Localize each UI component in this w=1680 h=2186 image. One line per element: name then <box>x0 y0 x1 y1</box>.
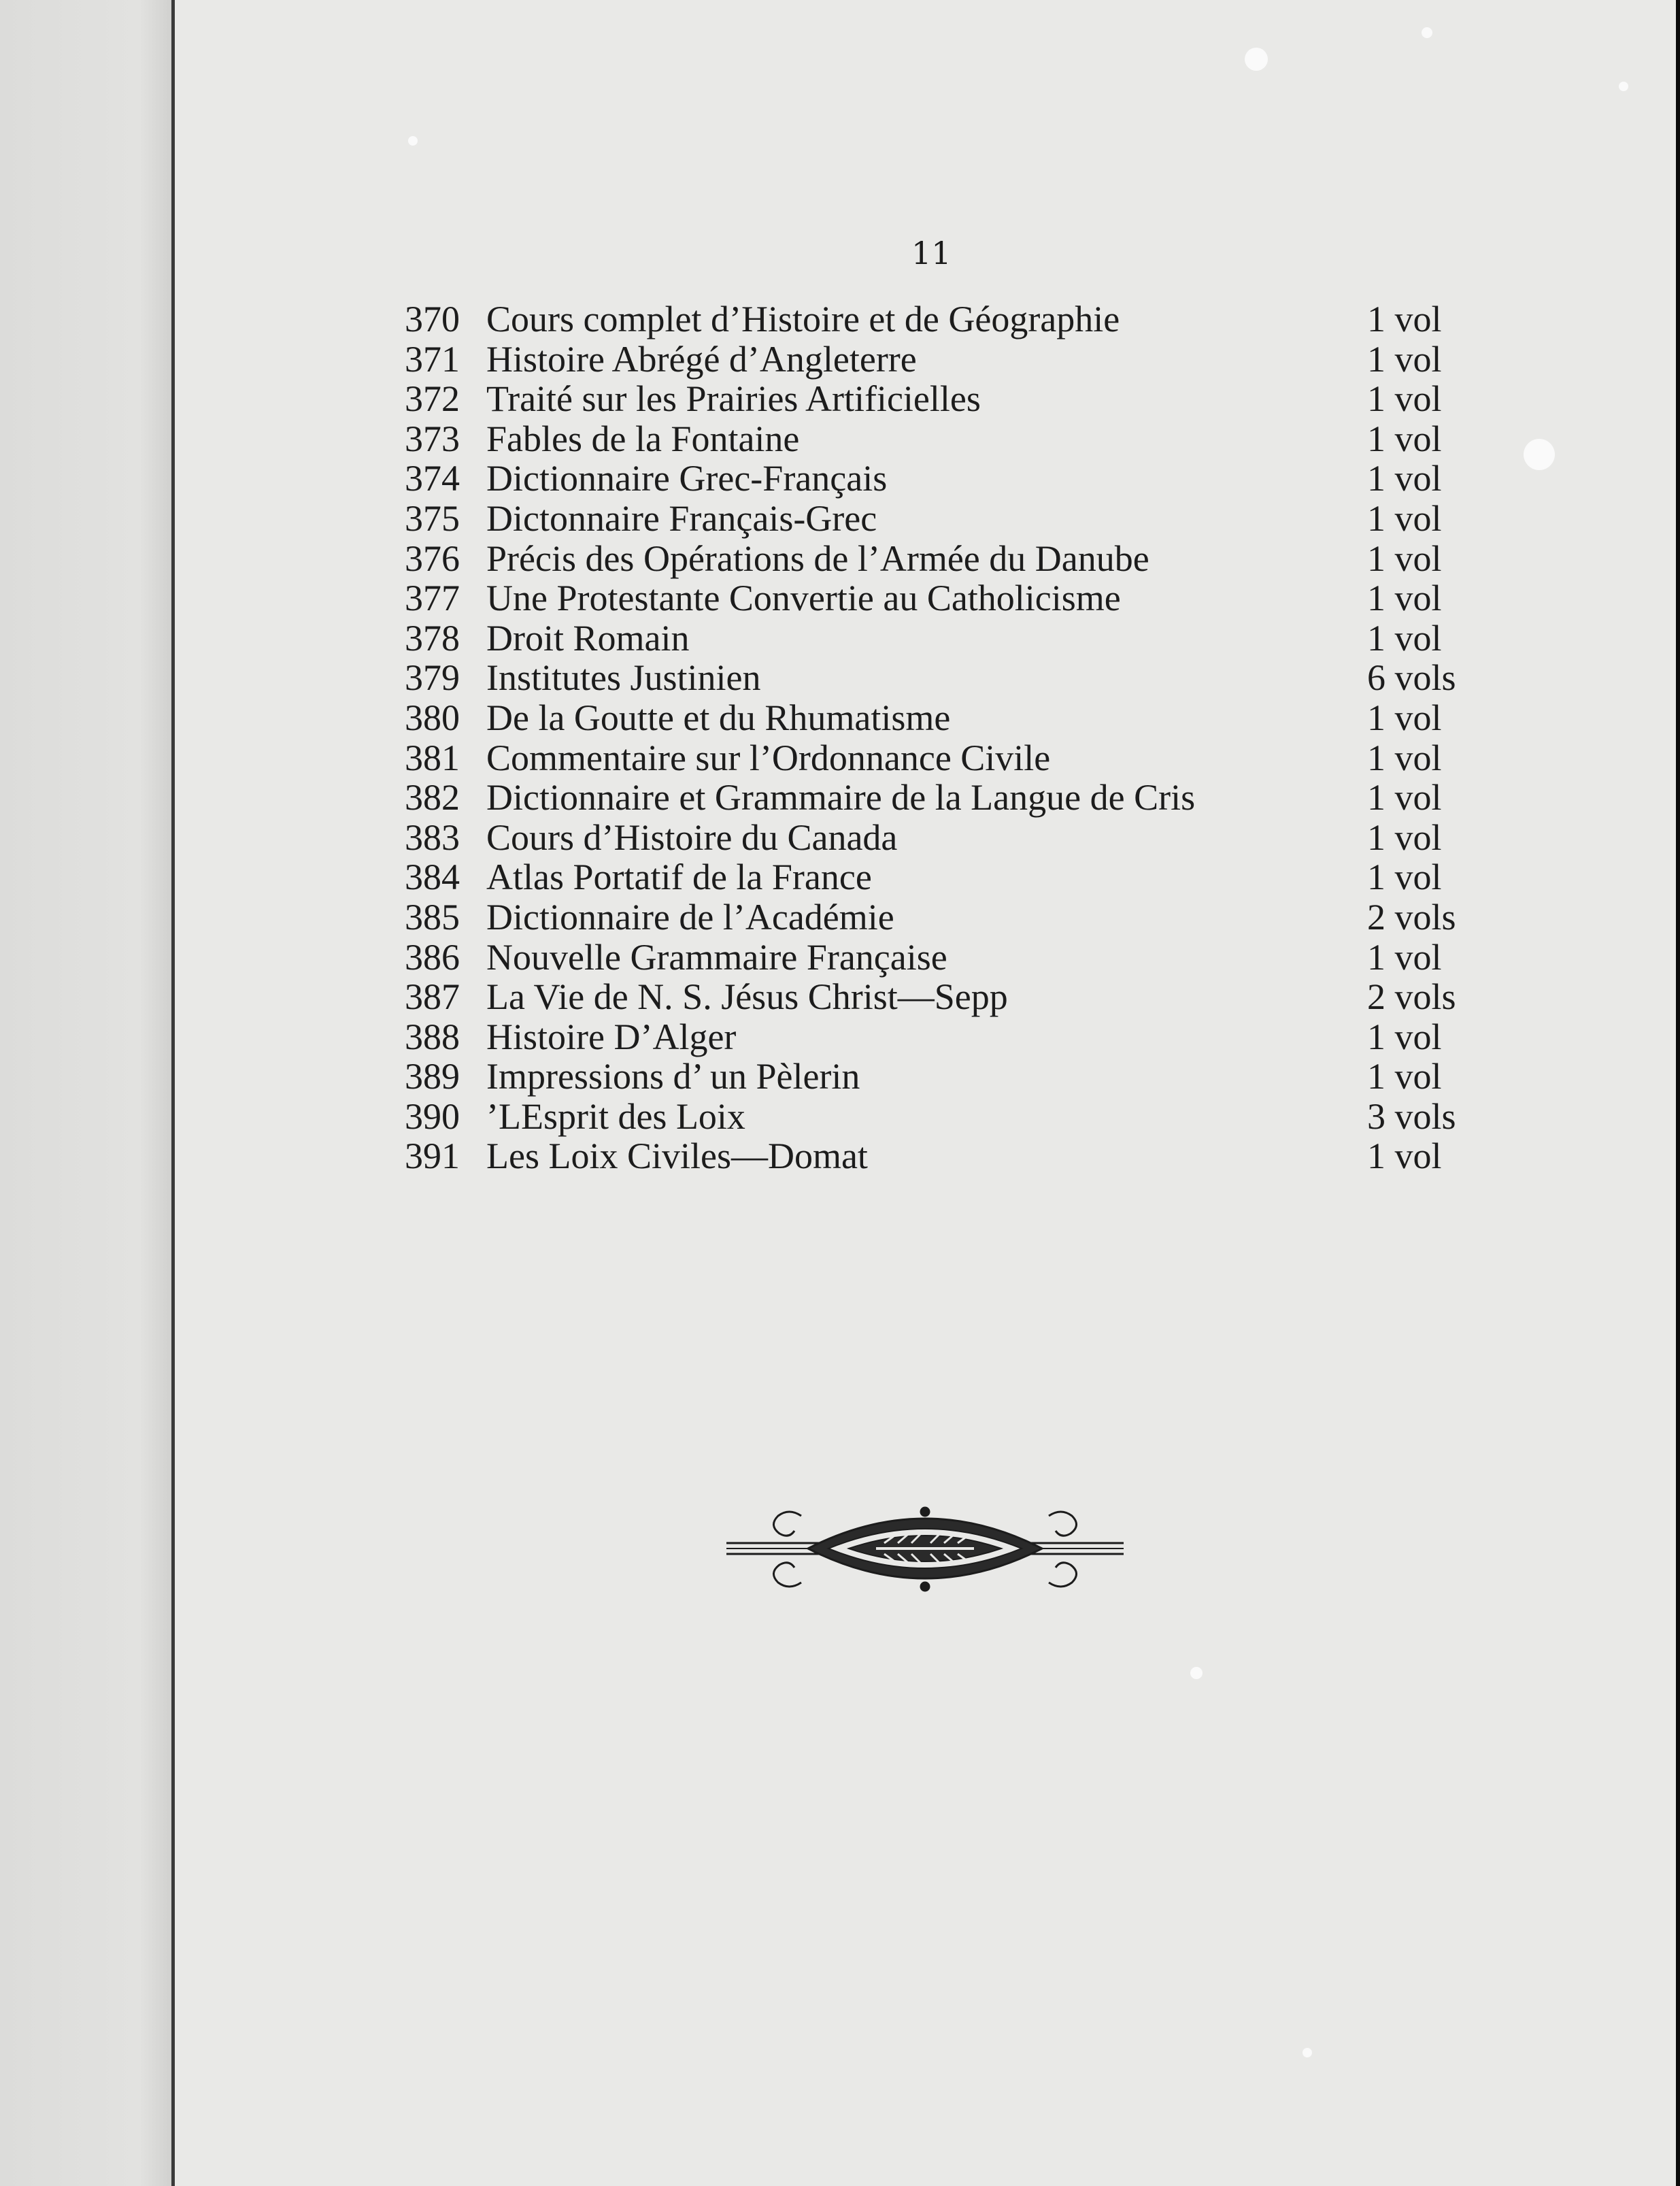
entry-number: 386 <box>405 936 460 978</box>
entry-title: Une Protestante Convertie au Catholicisme <box>486 578 1121 619</box>
entry-number: 375 <box>405 497 460 539</box>
entry-number: 383 <box>405 816 460 858</box>
entry-number: 381 <box>405 737 460 778</box>
entry-number: 371 <box>405 338 460 380</box>
list-item <box>405 818 1479 858</box>
list-item <box>405 897 1479 938</box>
entry-title: Institutes Justinien <box>486 657 761 699</box>
list-item <box>405 419 1479 459</box>
entry-title: Atlas Portatif de la France <box>486 857 872 898</box>
entry-number: 389 <box>405 1056 460 1097</box>
entry-number: 380 <box>405 697 460 738</box>
entry-number: 374 <box>405 458 460 499</box>
entry-number: 378 <box>405 617 460 659</box>
entry-title: Traité sur les Prairies Artificielles <box>486 378 981 420</box>
entry-number: 384 <box>405 857 460 898</box>
list-item <box>405 459 1479 499</box>
entry-volumes: 1 vol <box>1367 857 1442 898</box>
entry-number: 370 <box>405 299 460 340</box>
list-item <box>405 340 1479 380</box>
list-item <box>405 299 1479 340</box>
list-item <box>405 778 1479 818</box>
entry-number: 390 <box>405 1095 460 1137</box>
binding-fold <box>171 0 175 2186</box>
entry-title: Dictionnaire de l’Académie <box>486 896 894 938</box>
entry-volumes: 1 vol <box>1367 578 1442 619</box>
entry-number: 382 <box>405 777 460 818</box>
list-item <box>405 1097 1479 1137</box>
list-item <box>405 698 1479 738</box>
entry-title: La Vie de N. S. Jésus Christ—Sepp <box>486 976 1008 1018</box>
entry-title: Droit Romain <box>486 617 690 659</box>
entry-title: Histoire Abrégé d’Angleterre <box>486 338 917 380</box>
entry-title: Fables de la Fontaine <box>486 418 800 459</box>
entry-title: Dictionnaire Grec-Français <box>486 458 888 499</box>
entry-title: De la Goutte et du Rhumatisme <box>486 697 951 738</box>
entry-title: Impressions d’ un Pèlerin <box>486 1056 860 1097</box>
list-item <box>405 379 1479 419</box>
fleuron-icon <box>726 1495 1124 1604</box>
scan-speck <box>1245 48 1268 71</box>
entry-title: Précis des Opérations de l’Armée du Danube <box>486 537 1149 579</box>
entry-number: 373 <box>405 418 460 459</box>
entry-volumes: 1 vol <box>1367 458 1442 499</box>
scan-speck <box>1422 27 1432 38</box>
entry-title: Dictionnaire et Grammaire de la Langue de Cris <box>486 777 1196 818</box>
entry-volumes: 1 vol <box>1367 338 1442 380</box>
scan-speck <box>408 136 418 146</box>
facing-page-margin <box>0 0 174 2186</box>
entry-volumes: 1 vol <box>1367 418 1442 459</box>
entry-number: 385 <box>405 896 460 938</box>
entry-volumes: 2 vols <box>1367 896 1456 938</box>
entry-volumes: 2 vols <box>1367 976 1456 1018</box>
entry-volumes: 1 vol <box>1367 737 1442 778</box>
entry-number: 391 <box>405 1136 460 1177</box>
page-edge <box>1676 0 1680 2186</box>
entry-number: 377 <box>405 578 460 619</box>
list-item <box>405 738 1479 778</box>
list-item <box>405 1017 1479 1057</box>
book-list <box>405 299 1479 1176</box>
entry-volumes: 3 vols <box>1367 1095 1456 1137</box>
list-item <box>405 499 1479 539</box>
entry-volumes: 1 vol <box>1367 697 1442 738</box>
scan-speck <box>1303 2048 1312 2057</box>
list-item <box>405 658 1479 698</box>
list-item <box>405 1057 1479 1097</box>
entry-title: Cours d’Histoire du Canada <box>486 816 898 858</box>
entry-volumes: 1 vol <box>1367 1016 1442 1057</box>
entry-title: Cours complet d’Histoire et de Géographie <box>486 299 1120 340</box>
entry-volumes: 1 vol <box>1367 816 1442 858</box>
list-item <box>405 938 1479 978</box>
entry-volumes: 6 vols <box>1367 657 1456 699</box>
entry-title: Dictonnaire Français-Grec <box>486 497 877 539</box>
entry-title: Nouvelle Grammaire Française <box>486 936 947 978</box>
entry-number: 388 <box>405 1016 460 1057</box>
scan-speck <box>1190 1667 1203 1679</box>
entry-volumes: 1 vol <box>1367 1136 1442 1177</box>
list-item <box>405 578 1479 618</box>
entry-title: ’LEsprit des Loix <box>486 1095 745 1137</box>
entry-number: 379 <box>405 657 460 699</box>
list-item <box>405 857 1479 897</box>
entry-title: Histoire D’Alger <box>486 1016 737 1057</box>
list-item <box>405 977 1479 1017</box>
scan-speck <box>1619 82 1628 91</box>
page-number: 11 <box>911 235 952 271</box>
entry-volumes: 1 vol <box>1367 936 1442 978</box>
entry-volumes: 1 vol <box>1367 617 1442 659</box>
list-item <box>405 618 1479 659</box>
entry-title: Les Loix Civiles—Domat <box>486 1136 868 1177</box>
entry-title: Commentaire sur l’Ordonnance Civile <box>486 737 1051 778</box>
entry-volumes: 1 vol <box>1367 497 1442 539</box>
list-item <box>405 1136 1479 1176</box>
entry-number: 387 <box>405 976 460 1018</box>
entry-volumes: 1 vol <box>1367 537 1442 579</box>
list-item <box>405 539 1479 579</box>
entry-volumes: 1 vol <box>1367 299 1442 340</box>
entry-number: 376 <box>405 537 460 579</box>
entry-volumes: 1 vol <box>1367 1056 1442 1097</box>
entry-volumes: 1 vol <box>1367 777 1442 818</box>
entry-volumes: 1 vol <box>1367 378 1442 420</box>
scan-speck <box>1524 439 1555 470</box>
entry-number: 372 <box>405 378 460 420</box>
